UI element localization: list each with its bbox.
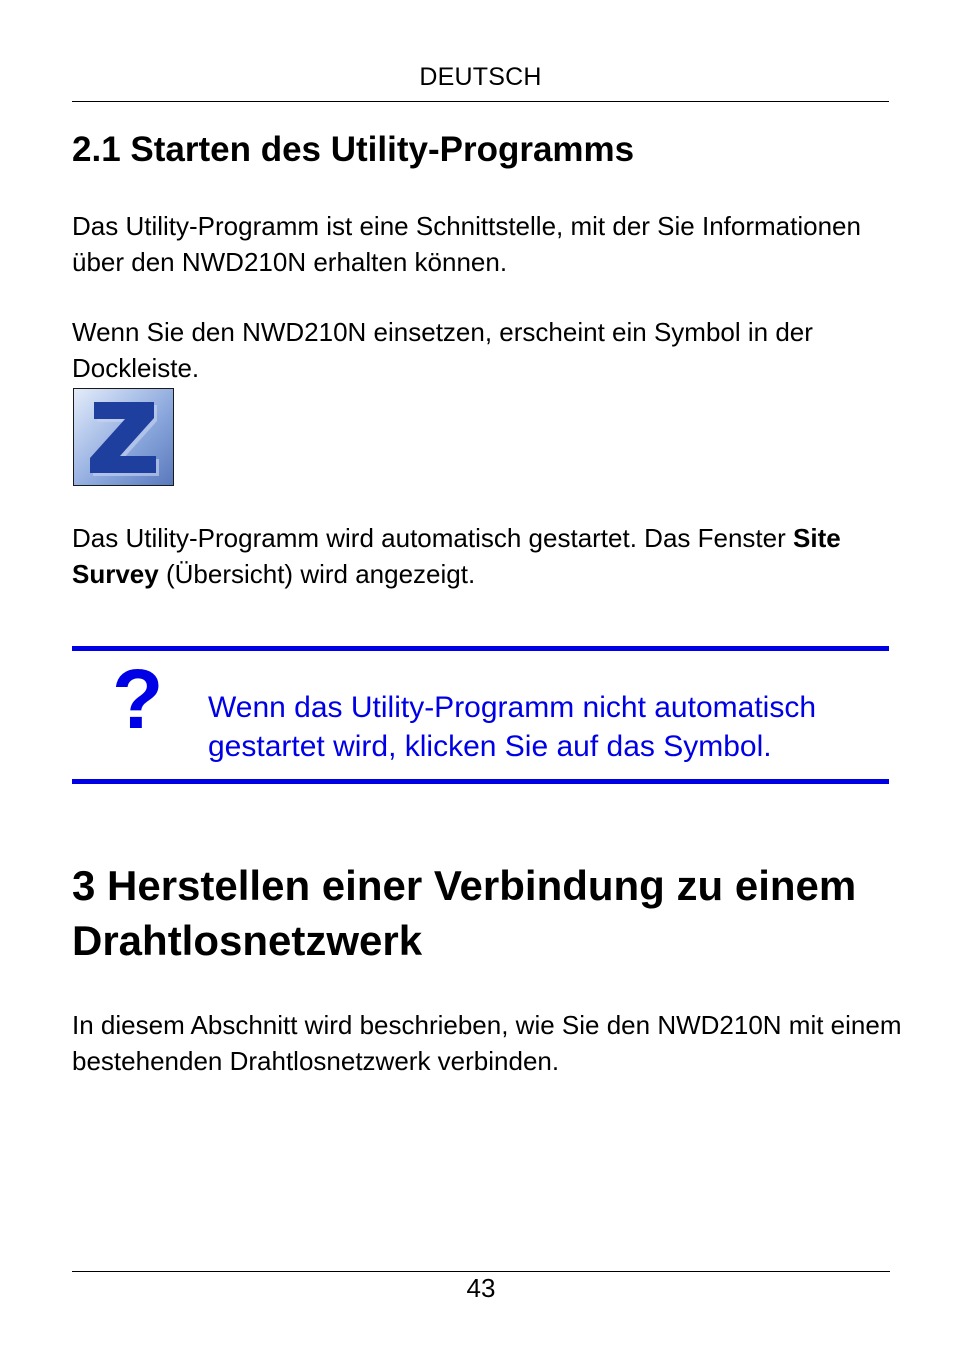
paragraph-3-text-after: (Übersicht) wird angezeigt. [158,559,476,589]
page-number: 43 [466,1273,496,1303]
section-2-1-paragraph-3 [72,520,902,592]
section-2-1-title: 2.1 Starten des Utility-Programms [72,130,635,169]
note-box [72,646,889,784]
z-letter-icon [74,389,173,485]
question-mark-icon: ? [112,652,164,746]
site-survey-term: Site Survey [72,523,841,589]
zyxel-utility-icon [73,388,174,486]
paragraph-3-text-before: Das Utility-Programm wird automatisch gestartet. Das Fenster [72,523,793,553]
section-3-title: 3 Herstellen einer Verbindung zu einem Drahtlosnetzwerk [72,862,857,964]
page-footer [72,1271,890,1303]
section-2-1-paragraph-1: Das Utility-Programm ist eine Schnittstelle, mit der Sie Informationen über den NWD210N erhalten können. [72,211,861,277]
header-language: DEUTSCH [419,63,542,91]
running-header [72,60,889,102]
section-3-paragraph-1: In diesem Abschnitt wird beschrieben, wie Sie den NWD210N mit einem bestehenden Drahtlosnetzwerk verbinden. [72,1010,902,1076]
note-text: Wenn das Utility-Programm nicht automatisch gestartet wird, klicken Sie auf das Symbol. [208,691,816,763]
section-2-1-paragraph-2: Wenn Sie den NWD210N einsetzen, erscheint ein Symbol in der Dockleiste. [72,317,813,383]
